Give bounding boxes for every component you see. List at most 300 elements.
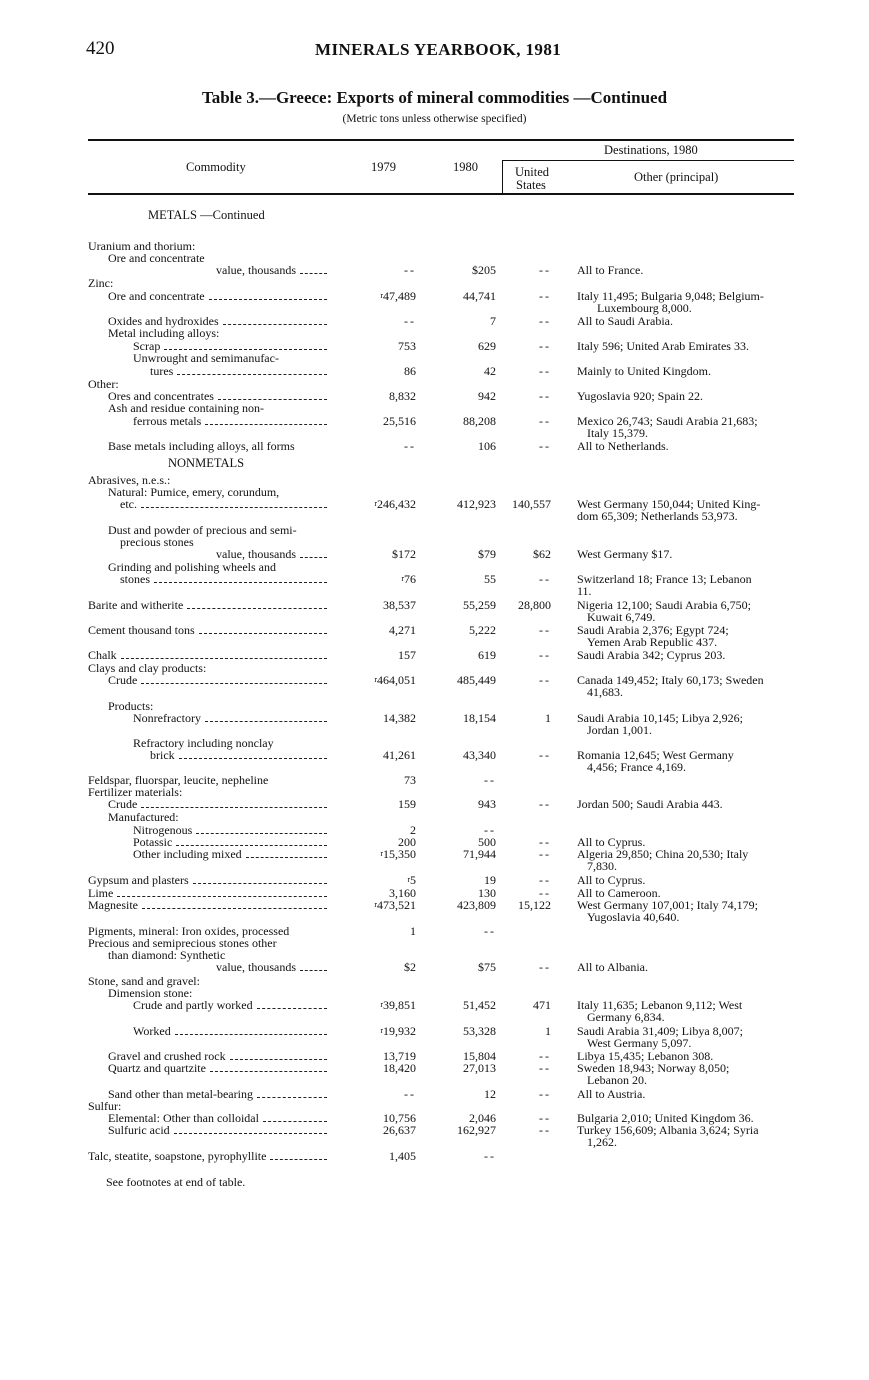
- commodity-label: Sulfuric acid: [108, 1123, 170, 1137]
- year-1979-header: 1979: [371, 160, 396, 174]
- value-1980: [478, 798, 496, 811]
- united-states-value-value: 140,557: [512, 497, 551, 511]
- commodity-label: Gravel and crushed rock: [108, 1049, 226, 1063]
- value-1979-value: 4,271: [389, 623, 416, 637]
- other-destinations: 41,683.: [587, 685, 623, 699]
- commodity-label: METALS —Continued: [148, 208, 265, 222]
- value-1980-value: 942: [478, 389, 496, 403]
- commodity-label: Nonrefractory: [133, 711, 201, 725]
- value-1980-value: 162,927: [457, 1123, 496, 1137]
- united-states-value-value: 28,800: [518, 598, 551, 612]
- commodity-label: tures: [150, 364, 174, 378]
- other-destinations: Lebanon 20.: [587, 1073, 647, 1087]
- value-1979: [392, 548, 416, 561]
- value-1979-value: 73: [404, 773, 416, 787]
- value-1980-value: 15,804: [463, 1049, 496, 1063]
- commodity-label: stones: [120, 572, 150, 586]
- united-states-value-value: --: [539, 873, 551, 887]
- dot-leader: [300, 273, 327, 274]
- dot-leader: [257, 1097, 327, 1098]
- value-1980-value: 619: [478, 648, 496, 662]
- other-destinations: Italy 596; United Arab Emirates 33.: [577, 339, 749, 353]
- value-1980-value: 485,449: [457, 673, 496, 687]
- dot-leader: [175, 1034, 327, 1035]
- other-principal-header: Other (principal): [634, 170, 719, 184]
- value-1979: [404, 440, 416, 453]
- other-destinations: All to Albania.: [577, 960, 648, 974]
- commodity-label: Crude: [108, 797, 138, 811]
- value-1980-value: 53,328: [463, 1024, 496, 1038]
- table-row: [0, 440, 869, 454]
- united-states-value-value: --: [539, 1123, 551, 1137]
- year-1980-header: 1980: [453, 160, 478, 174]
- commodity-label: Scrap: [133, 339, 161, 353]
- value-1980-value: 423,809: [457, 898, 496, 912]
- value-1980-value: 943: [478, 797, 496, 811]
- united-states-value-value: --: [539, 572, 551, 586]
- value-1979-value: 26,637: [383, 1123, 416, 1137]
- commodity-label: NONMETALS: [168, 456, 245, 470]
- other-destinations: Yugoslavia 40,640.: [587, 910, 680, 924]
- revised-marker: r: [374, 675, 377, 684]
- dot-leader: [257, 1008, 327, 1009]
- dot-leader: [164, 349, 327, 350]
- commodity-cell: [168, 457, 244, 470]
- united-states-value-value: 1: [545, 1024, 551, 1038]
- united-states-value-value: --: [539, 748, 551, 762]
- united-states-value-value: --: [539, 1111, 551, 1125]
- other-destinations: Kuwait 6,749.: [587, 610, 656, 624]
- other-destinations: Italy 11,635; Lebanon 9,112; West: [577, 998, 743, 1012]
- other-destinations: West Germany 107,001; Italy 74,179;: [577, 898, 759, 912]
- value-1979: [404, 365, 416, 378]
- other-destinations: 7,830.: [587, 859, 617, 873]
- commodity-cell: [216, 961, 333, 974]
- value-1979-value: 464,051: [377, 673, 416, 687]
- commodity-cell: [216, 264, 333, 277]
- other-destinations: Romania 12,645; West Germany: [577, 748, 734, 762]
- dot-leader: [209, 299, 327, 300]
- dot-leader: [246, 857, 327, 858]
- table-row: [0, 209, 869, 223]
- united-states-value-value: --: [539, 389, 551, 403]
- other-destinations: 11.: [577, 584, 592, 598]
- value-1979-value: 41,261: [383, 748, 416, 762]
- commodity-label: Metal including alloys:: [108, 326, 220, 340]
- united-states-value-value: --: [539, 414, 551, 428]
- united-states-value-value: --: [539, 886, 551, 900]
- table-row: [0, 1011, 869, 1025]
- dot-leader: [187, 608, 327, 609]
- other-destinations: Saudi Arabia 31,409; Libya 8,007;: [577, 1024, 743, 1038]
- united-states-value-value: 471: [533, 998, 551, 1012]
- value-1980-value: 5,222: [469, 623, 496, 637]
- value-1980-value: 7: [490, 314, 496, 328]
- value-1980-value: 2,046: [469, 1111, 496, 1125]
- header-bottom-rule: [88, 193, 794, 195]
- united-states-value: [539, 961, 551, 974]
- dot-leader: [263, 1121, 327, 1122]
- dot-leader: [154, 582, 327, 583]
- revised-marker: r: [380, 291, 383, 300]
- other-destinations: Saudi Arabia 10,145; Libya 2,926;: [577, 711, 743, 725]
- revised-marker: r: [374, 900, 377, 909]
- value-1980: [484, 1150, 496, 1163]
- value-1979-value: 1,405: [389, 1149, 416, 1163]
- value-1979-value: 38,537: [383, 598, 416, 612]
- dot-leader: [141, 807, 327, 808]
- value-1980-value: 130: [478, 886, 496, 900]
- other-destinations: Saudi Arabia 342; Cyprus 203.: [577, 648, 726, 662]
- value-1980-value: 55,259: [463, 598, 496, 612]
- value-1980-value: 44,741: [463, 289, 496, 303]
- revised-marker: r: [374, 499, 377, 508]
- united-states-value-value: 1: [545, 711, 551, 725]
- other-destinations: Switzerland 18; France 13; Lebanon: [577, 572, 752, 586]
- value-1979-value: 39,851: [383, 998, 416, 1012]
- commodity-cell: [88, 874, 333, 887]
- other-destinations: Yugoslavia 920; Spain 22.: [577, 389, 703, 403]
- commodity-label: Quartz and quartzite: [108, 1061, 206, 1075]
- united-states-value-value: --: [539, 960, 551, 974]
- commodity-label: Chalk: [88, 648, 117, 662]
- united-states-value-value: 15,122: [518, 898, 551, 912]
- other-destinations: Italy 15,379.: [587, 426, 648, 440]
- value-1980-value: 18,154: [463, 711, 496, 725]
- table-row: [0, 585, 869, 599]
- table-top-rule: [88, 139, 794, 141]
- value-1979: [404, 264, 416, 277]
- commodity-label: Manufactured:: [108, 810, 179, 824]
- table-row: [0, 724, 869, 738]
- commodity-label: Other:: [88, 377, 119, 391]
- dot-leader: [176, 845, 327, 846]
- value-1980-value: --: [484, 823, 496, 837]
- dot-leader: [300, 557, 327, 558]
- us-column-divider: [502, 160, 503, 193]
- commodity-label: Base metals including alloys, all forms: [108, 439, 295, 453]
- value-1980-value: $205: [472, 263, 496, 277]
- value-1980-value: 43,340: [463, 748, 496, 762]
- united-states-value: [539, 649, 551, 662]
- commodity-label: Zinc:: [88, 276, 114, 290]
- value-1980: [472, 264, 496, 277]
- value-1980-value: 27,013: [463, 1061, 496, 1075]
- commodity-label: Pigments, mineral: Iron oxides, processed: [88, 924, 290, 938]
- other-destinations: Jordan 1,001.: [587, 723, 652, 737]
- united-states-value-value: $62: [533, 547, 551, 561]
- value-1979-value: 8,832: [389, 389, 416, 403]
- value-1979-value: 14,382: [383, 711, 416, 725]
- other-destinations: West Germany $17.: [577, 547, 673, 561]
- dot-leader: [142, 908, 327, 909]
- dot-leader: [174, 1133, 327, 1134]
- other-destinations: Italy 11,495; Bulgaria 9,048; Belgium-: [577, 289, 764, 303]
- value-1979-value: 76: [404, 572, 416, 586]
- united-states-value-value: --: [539, 835, 551, 849]
- dot-leader: [223, 324, 327, 325]
- united-states-value-value: --: [539, 648, 551, 662]
- value-1979: [389, 1150, 416, 1163]
- commodity-label: Unwrought and semimanufac-: [133, 351, 279, 365]
- dot-leader: [199, 633, 327, 634]
- commodity-label: than diamond: Synthetic: [108, 948, 226, 962]
- commodity-label: Dust and powder of precious and semi-: [108, 523, 297, 537]
- table-row: [0, 686, 869, 700]
- revised-marker: r: [401, 574, 404, 583]
- value-1980: [484, 365, 496, 378]
- table-row: [0, 636, 869, 650]
- commodity-cell: [150, 365, 333, 378]
- commodity-label: Refractory including nonclay: [133, 736, 274, 750]
- united-states-value-value: --: [539, 339, 551, 353]
- value-1979-value: 473,521: [377, 898, 416, 912]
- destinations-rule: [502, 160, 794, 161]
- commodity-label: Stone, sand and gravel:: [88, 974, 200, 988]
- commodity-label: Fertilizer materials:: [88, 785, 183, 799]
- value-1979-value: 15,350: [383, 847, 416, 861]
- dot-leader: [196, 833, 327, 834]
- commodity-label: Potassic: [133, 835, 173, 849]
- other-destinations: All to France.: [577, 263, 644, 277]
- value-1980-value: 12: [484, 1087, 496, 1101]
- other-destinations: dom 65,309; Netherlands 53,973.: [577, 509, 738, 523]
- commodity-label: Ore and concentrate: [108, 289, 205, 303]
- other-destinations: Luxembourg 8,000.: [597, 301, 692, 315]
- commodity-label: Crude: [108, 673, 138, 687]
- united-states-value-value: --: [539, 289, 551, 303]
- united-states-value-value: --: [539, 797, 551, 811]
- table-row: [0, 811, 869, 825]
- value-1980: [478, 440, 496, 453]
- revised-marker: r: [407, 875, 410, 884]
- united-states-value-value: --: [539, 623, 551, 637]
- commodity-label: Natural: Pumice, emery, corundum,: [108, 485, 280, 499]
- table-row: [0, 352, 869, 366]
- dot-leader: [300, 970, 327, 971]
- united-states-value-value: --: [539, 1049, 551, 1063]
- value-1979-value: 13,719: [383, 1049, 416, 1063]
- other-destinations: Jordan 500; Saudi Arabia 443.: [577, 797, 723, 811]
- commodity-cell: [108, 440, 295, 453]
- united-states-value-value: --: [539, 439, 551, 453]
- dot-leader: [121, 658, 327, 659]
- value-1979-value: 47,489: [383, 289, 416, 303]
- value-1980: [478, 548, 496, 561]
- table-row: [0, 1136, 869, 1150]
- commodity-cell: [108, 327, 219, 340]
- commodity-header: Commodity: [186, 160, 246, 174]
- value-1979-value: 25,516: [383, 414, 416, 428]
- value-1980-value: 629: [478, 339, 496, 353]
- dot-leader: [270, 1159, 327, 1160]
- value-1979-value: $172: [392, 547, 416, 561]
- value-1980-value: 71,944: [463, 847, 496, 861]
- commodity-label: value, thousands: [216, 263, 296, 277]
- value-1979-value: 753: [398, 339, 416, 353]
- other-destinations: All to Cyprus.: [577, 835, 646, 849]
- value-1979: [404, 961, 416, 974]
- commodity-label: Sulfur:: [88, 1099, 122, 1113]
- other-destinations: Mainly to United Kingdom.: [577, 364, 711, 378]
- value-1980-value: 500: [478, 835, 496, 849]
- page-number: 420: [86, 38, 115, 59]
- value-1979-value: --: [404, 439, 416, 453]
- other-destinations: Libya 15,435; Lebanon 308.: [577, 1049, 714, 1063]
- commodity-label: brick: [150, 748, 175, 762]
- united-states-value: [539, 264, 551, 277]
- commodity-label: Uranium and thorium:: [88, 239, 196, 253]
- commodity-label: value, thousands: [216, 960, 296, 974]
- united-states-value: [539, 798, 551, 811]
- commodity-label: Elemental: Other than colloidal: [108, 1111, 259, 1125]
- united-states-value-value: --: [539, 364, 551, 378]
- running-title: MINERALS YEARBOOK, 1981: [315, 40, 562, 59]
- other-destinations: Bulgaria 2,010; United Kingdom 36.: [577, 1111, 754, 1125]
- footnote-reference: See footnotes at end of table.: [106, 1175, 246, 1189]
- united-states-value-value: --: [539, 1087, 551, 1101]
- commodity-label: Ore and concentrate: [108, 251, 205, 265]
- commodity-label: value, thousands: [216, 547, 296, 561]
- value-1979-value: 200: [398, 835, 416, 849]
- other-destinations: Canada 149,452; Italy 60,173; Sweden: [577, 673, 764, 687]
- table-row: [0, 1074, 869, 1088]
- other-destinations: Germany 6,834.: [587, 1010, 665, 1024]
- value-1980-value: --: [484, 1149, 496, 1163]
- commodity-label: Ash and residue containing non-: [108, 401, 264, 415]
- value-1980-value: 88,208: [463, 414, 496, 428]
- united-states-value-value: --: [539, 314, 551, 328]
- other-destinations: Yemen Arab Republic 437.: [587, 635, 718, 649]
- other-destinations: Mexico 26,743; Saudi Arabia 21,683;: [577, 414, 758, 428]
- commodity-label: Other including mixed: [133, 847, 242, 861]
- dot-leader: [218, 399, 327, 400]
- value-1979-value: 246,432: [377, 497, 416, 511]
- revised-marker: r: [380, 1000, 383, 1009]
- value-1979-value: --: [404, 314, 416, 328]
- value-1980: [478, 649, 496, 662]
- table-row: [0, 264, 869, 278]
- table-subtitle: (Metric tons unless otherwise specified): [342, 113, 527, 125]
- value-1979-value: 3,160: [389, 886, 416, 900]
- dot-leader: [210, 1071, 327, 1072]
- table-title: Table 3.—Greece: Exports of mineral commodities —Continued: [201, 88, 668, 107]
- commodity-label: Precious and semiprecious stones other: [88, 936, 277, 950]
- revised-marker: r: [380, 1026, 383, 1035]
- united-states-value: [539, 365, 551, 378]
- commodity-label: Gypsum and plasters: [88, 873, 189, 887]
- table-row: [0, 365, 869, 379]
- commodity-label: Crude and partly worked: [133, 998, 253, 1012]
- value-1979-value: 5: [410, 873, 416, 887]
- commodity-cell: [148, 209, 265, 222]
- united-states-value: [539, 440, 551, 453]
- commodity-label: Sand other than metal-bearing: [108, 1087, 253, 1101]
- dot-leader: [230, 1059, 327, 1060]
- value-1980-value: 42: [484, 364, 496, 378]
- value-1979-value: 157: [398, 648, 416, 662]
- table-row: [0, 860, 869, 874]
- commodity-label: precious stones: [120, 535, 194, 549]
- other-destinations: Saudi Arabia 2,376; Egypt 724;: [577, 623, 729, 637]
- table-row: [0, 961, 869, 975]
- value-1980-value: 51,452: [463, 998, 496, 1012]
- dot-leader: [141, 683, 327, 684]
- commodity-label: Cement thousand tons: [88, 623, 195, 637]
- other-destinations: Sweden 18,943; Norway 8,050;: [577, 1061, 730, 1075]
- table-row: [0, 510, 869, 524]
- value-1979: [398, 798, 416, 811]
- value-1980-value: --: [484, 924, 496, 938]
- commodity-label: Dimension stone:: [108, 986, 193, 1000]
- dot-leader: [141, 507, 327, 508]
- value-1980-value: 55: [484, 572, 496, 586]
- dot-leader: [205, 721, 327, 722]
- value-1979-value: 10,756: [383, 1111, 416, 1125]
- commodity-label: Worked: [133, 1024, 171, 1038]
- dot-leader: [193, 883, 327, 884]
- table-row: [0, 457, 869, 471]
- other-destinations: West Germany 5,097.: [587, 1036, 692, 1050]
- value-1980-value: 19: [484, 873, 496, 887]
- value-1980-value: 412,923: [457, 497, 496, 511]
- commodity-label: etc.: [120, 497, 137, 511]
- value-1980-value: 106: [478, 439, 496, 453]
- commodity-label: Lime: [88, 886, 114, 900]
- other-destinations: 1,262.: [587, 1135, 617, 1149]
- other-destinations: All to Cyprus.: [577, 873, 646, 887]
- commodity-label: Feldspar, fluorspar, leucite, nepheline: [88, 773, 269, 787]
- value-1979-value: $2: [404, 960, 416, 974]
- commodity-label: Nitrogenous: [133, 823, 193, 837]
- revised-marker: r: [380, 849, 383, 858]
- other-destinations: Turkey 156,609; Albania 3,624; Syria: [577, 1123, 759, 1137]
- commodity-label: Products:: [108, 699, 154, 713]
- commodity-label: Abrasives, n.e.s.:: [88, 473, 171, 487]
- value-1980: [478, 961, 496, 974]
- value-1980-value: --: [484, 773, 496, 787]
- value-1979-value: 159: [398, 797, 416, 811]
- other-destinations: 4,456; France 4,169.: [587, 760, 686, 774]
- commodity-label: ferrous metals: [133, 414, 202, 428]
- commodity-label: Barite and witherite: [88, 598, 184, 612]
- table-row: [0, 1150, 869, 1164]
- united-states-value-value: --: [539, 263, 551, 277]
- other-destinations: West Germany 150,044; United King-: [577, 497, 761, 511]
- united-states-header-line1: United: [515, 165, 550, 179]
- dot-leader: [179, 758, 327, 759]
- commodity-label: Ores and concentrates: [108, 389, 214, 403]
- other-destinations: Nigeria 12,100; Saudi Arabia 6,750;: [577, 598, 751, 612]
- dot-leader: [205, 424, 327, 425]
- other-destinations: All to Austria.: [577, 1087, 646, 1101]
- other-destinations: All to Cameroon.: [577, 886, 661, 900]
- value-1979: [398, 649, 416, 662]
- value-1979-value: 86: [404, 364, 416, 378]
- commodity-label: Magnesite: [88, 898, 138, 912]
- united-states-value: [533, 548, 551, 561]
- destinations-header: Destinations, 1980: [604, 143, 698, 157]
- dot-leader: [117, 896, 327, 897]
- united-states-value-value: --: [539, 1061, 551, 1075]
- commodity-label: Oxides and hydroxides: [108, 314, 219, 328]
- value-1980-value: $79: [478, 547, 496, 561]
- united-states-header-line2: States: [516, 178, 546, 192]
- other-destinations: All to Netherlands.: [577, 439, 669, 453]
- table-row: [0, 874, 869, 888]
- value-1979-value: 2: [410, 823, 416, 837]
- other-destinations: Algeria 29,850; China 20,530; Italy: [577, 847, 749, 861]
